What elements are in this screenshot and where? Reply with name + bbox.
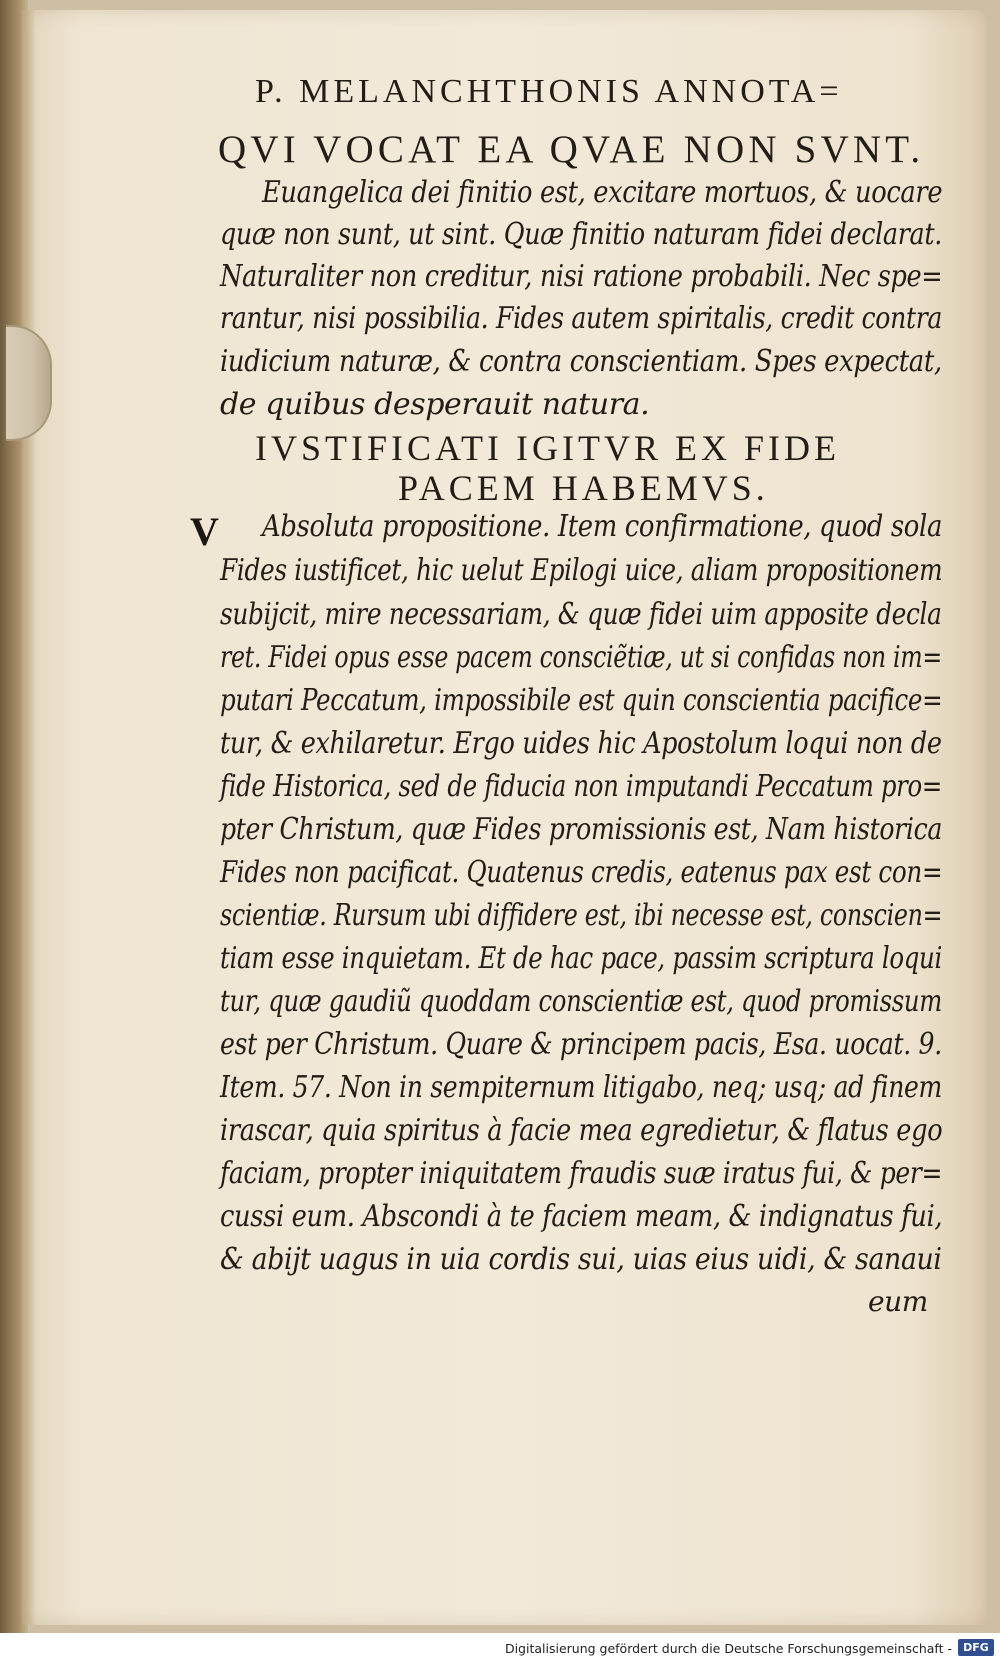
- text-line: Item. 57. Non in sempiternum litigabo, neq; usq; ad finem: [220, 1070, 943, 1105]
- text-line: tiam esse inquietam. Et de hac pace, passim scriptura loqui: [220, 941, 942, 976]
- text-line: quæ non sunt, ut sint. Quæ finitio naturam fidei declarat.: [220, 217, 942, 252]
- lemma-heading: QVI VOCAT EA QVAE NON SVNT.: [218, 128, 925, 171]
- text-line: Fides iustificet, hic uelut Epilogi uice, aliam propositionem: [220, 553, 943, 588]
- text-line: Fides non pacificat. Quatenus credis, eatenus pax est con=: [220, 855, 943, 890]
- text-line: tur, & exhilaretur. Ergo uides hic Apostolum loqui non de: [220, 726, 942, 761]
- text-line: iudicium naturæ, & contra conscientiam. Spes expectat,: [220, 344, 942, 379]
- text-line: Euangelica dei finitio est, excitare mortuos, & uocare: [262, 175, 943, 210]
- lemma-heading: IVSTIFICATI IGITVR EX FIDE: [255, 428, 840, 468]
- text-line: ret. Fidei opus esse pacem consciẽtiæ, ut si confidas non im=: [220, 640, 942, 675]
- text-line: Naturaliter non creditur, nisi ratione probabili. Nec spe=: [220, 259, 943, 294]
- running-head: P. MELANCHTHONIS ANNOTA=: [255, 73, 843, 110]
- text-line: Absoluta propositione. Item confirmatione, quod sola: [262, 509, 943, 544]
- text-line: cussi eum. Abscondi à te faciem meam, & indignatus fui,: [220, 1199, 943, 1234]
- catchword: eum: [868, 1285, 928, 1318]
- text-line: irascar, quia spiritus à facie mea egredietur, & flatus ego: [220, 1113, 943, 1148]
- text-line: pter Christum, quæ Fides promissionis est, Nam historica: [220, 812, 942, 847]
- text-line: fide Historica, sed de fiducia non imputandi Peccatum pro=: [220, 769, 942, 804]
- funding-credit: Digitalisierung gefördert durch die Deutsche Forschungsgemeinschaft -: [504, 1641, 952, 1656]
- digitization-footer: [0, 1633, 1000, 1663]
- text-line: rantur, nisi possibilia. Fides autem spiritalis, credit contra: [220, 301, 943, 336]
- text-line: subijcit, mire necessariam, & quæ fidei uim apposite decla: [220, 597, 942, 632]
- dfg-logo: DFG: [958, 1639, 994, 1656]
- text-line: est per Christum. Quare & principem pacis, Esa. uocat. 9.: [220, 1027, 942, 1062]
- lemma-heading-continued: PACEM HABEMVS.: [398, 468, 769, 508]
- marginal-marker: V: [190, 509, 219, 554]
- text-line: tur, quæ gaudiũ quoddam conscientiæ est, quod promissum: [220, 984, 942, 1019]
- text-line: faciam, propter iniquitatem fraudis suæ iratus fui, & per=: [220, 1156, 943, 1191]
- text-line: putari Peccatum, impossibile est quin conscientia pacifice=: [220, 683, 943, 718]
- text-line: scientiæ. Rursum ubi diffidere est, ibi necesse est, conscien=: [220, 898, 943, 933]
- text-line: de quibus desperauit natura.: [220, 387, 650, 422]
- text-line: & abijt uagus in uia cordis sui, uias eius uidi, & sanaui: [220, 1242, 942, 1277]
